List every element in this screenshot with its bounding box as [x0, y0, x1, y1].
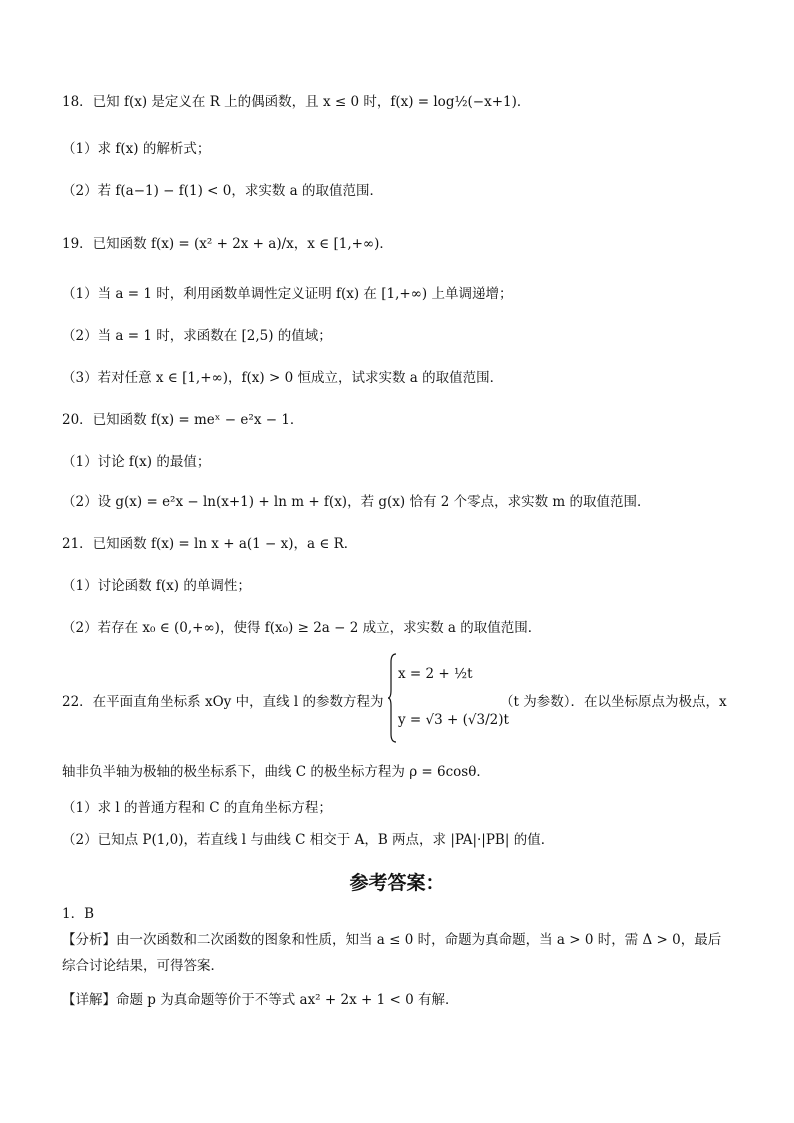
q22-eq-y: y = √3 + (√3/2)t [398, 712, 509, 728]
q22-stem-after: （t 为参数）．在以坐标原点为极点，x [500, 694, 727, 710]
left-brace-icon [388, 652, 398, 744]
q22-part1: （1）求 l 的普通方程和 C 的直角坐标方程； [62, 800, 332, 816]
q22-stem-cont: 轴非负半轴为极轴的极坐标系下，曲线 C 的极坐标方程为 ρ = 6cosθ． [62, 764, 490, 780]
q19-part2: （2）当 a = 1 时，求函数在 [2,5) 的值域； [62, 328, 332, 344]
q20-stem: 20．已知函数 f(x) = meˣ − e²x − 1． [62, 412, 304, 428]
answer-analysis-cont: 综合讨论结果，可得答案． [62, 958, 224, 974]
q21-part1: （1）讨论函数 f(x) 的单调性； [62, 578, 251, 594]
answer-1: 1．B [62, 906, 95, 922]
answer-detail: 【详解】命题 p 为真命题等价于不等式 ax² + 2x + 1 < 0 有解． [62, 992, 459, 1008]
answers-heading: 参考答案： [349, 872, 445, 894]
q22-stem-before: 22．在平面直角坐标系 xOy 中，直线 l 的参数方程为 [62, 694, 384, 710]
q20-part1: （1）讨论 f(x) 的最值； [62, 454, 211, 470]
q21-stem: 21．已知函数 f(x) = ln x + a(1 − x)，a ∈ R． [62, 536, 358, 552]
q20-part2: （2）设 g(x) = e²x − ln(x+1) + ln m + f(x)，若 g(x) 恰有 2 个零点，求实数 m 的取值范围． [62, 494, 651, 510]
q18-part2: （2）若 f(a−1) − f(1) < 0，求实数 a 的取值范围． [62, 183, 383, 199]
q18-stem: 18．已知 f(x) 是定义在 R 上的偶函数，且 x ≤ 0 时，f(x) = log½(−x+1)． [62, 94, 531, 110]
q19-part3: （3）若对任意 x ∈ [1,+∞)，f(x) > 0 恒成立，试求实数 a 的取值范围． [62, 370, 504, 386]
q22-parametric-system [388, 652, 509, 744]
q19-stem: 19．已知函数 f(x) = (x² + 2x + a)/x，x ∈ [1,+∞)． [62, 236, 393, 252]
q18-part1: （1）求 f(x) 的解析式； [62, 141, 211, 157]
q22-part2: （2）已知点 P(1,0)，若直线 l 与曲线 C 相交于 A，B 两点，求 |PA|·|PB| 的值． [62, 832, 555, 848]
q22-eq-x: x = 2 + ½t [398, 666, 473, 682]
q19-part1: （1）当 a = 1 时，利用函数单调性定义证明 f(x) 在 [1,+∞) 上单调递增； [62, 286, 513, 302]
answer-analysis: 【分析】由一次函数和二次函数的图象和性质，知当 a ≤ 0 时，命题为真命题，当 a > 0 时，需 Δ > 0，最后 [62, 932, 722, 948]
q21-part2: （2）若存在 x₀ ∈ (0,+∞)，使得 f(x₀) ≥ 2a − 2 成立，求实数 a 的取值范围． [62, 620, 542, 636]
